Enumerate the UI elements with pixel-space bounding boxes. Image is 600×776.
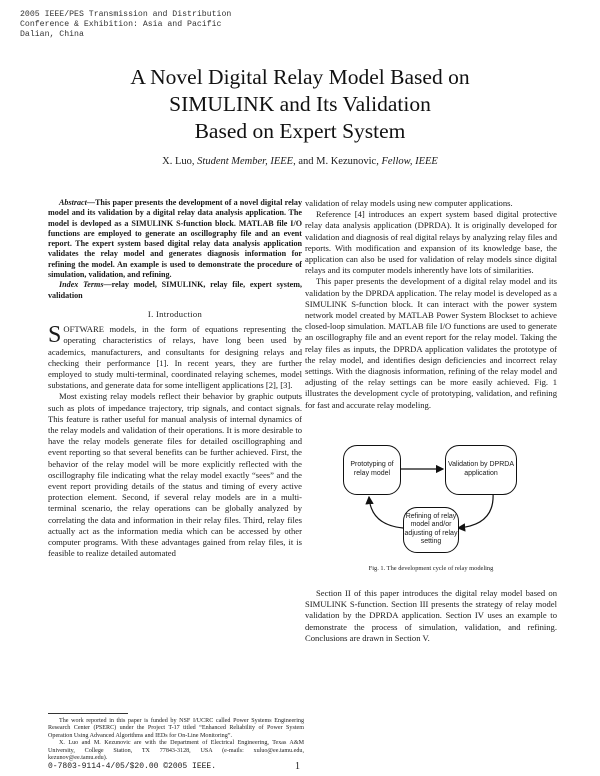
paragraph: Reference [4] introduces an expert system based digital protective relay data analysis application (DPRDA). It is originally developed for validation and diagnosis of real digital relays by analyzing relay files and reports. With modification and expansion of its knowledge base, the application can also be used for validation of relay models since digital relays and its computer models inherently have lots of similarities.	[305, 209, 557, 276]
figure-caption: Fig. 1. The development cycle of relay modeling	[368, 564, 494, 572]
paragraph: Most existing relay models reflect their behavior by graphic outputs such as plots of impedance trajectory, trip signals, and contact signals. This feature is rather useful for manual analysis of internal dynamics of the relay models and validation of their operations. It is more desirable to have the relay models generate files for detailed oscillographing and event reporting so that several benefits can be further achieved. First, the behavior of the relay model will be more explicitly reflected with the oscillography file indicating what the relay model exactly “sees” and the event report providing details of the status and timing of every active protection element. Second, if several relay models are in a multi-terminal scenario, the relay operations can be globally analyzed by correlating the data and information in their relay files. Third, relay files actually act as the information media which can be accessed by other computer programs. With these advantages gained from relay files, it is feasible to realize detailed automated	[48, 391, 302, 559]
footnote-text: X. Luo and M. Kezunovic are with the Department of Electrical Engineering, Texas A&M University, College Station, TX 77843-3128, USA (e-mails: xuluo@ee.tamu.edu, kezunov@ee.tamu.edu).	[48, 740, 304, 762]
right-column	[305, 198, 557, 644]
author-role: Fellow, IEEE	[381, 156, 438, 167]
drop-cap: S	[48, 322, 62, 349]
paragraph: validation of relay models using new computer applications.	[305, 198, 513, 208]
title-line: A Novel Digital Relay Model Based on	[130, 65, 470, 89]
footnote-divider	[48, 713, 128, 714]
abstract-label: Abstract	[59, 198, 87, 207]
title-line: SIMULINK and Its Validation	[169, 92, 431, 116]
footnote-text: The work reported in this paper is funded by NSF I/UCRC called Power Systems Engineering Research Center (PSERC) under the Project T-17 titled “Enhanced Reliability of Power System Operation Using Advanced Algorithms and IEDs for On-Line Monitoring”.	[48, 718, 304, 739]
title-line: Based on Expert System	[194, 119, 406, 143]
paper-title	[60, 64, 540, 145]
box-refining: Refining of relay model and/or adjusting of relay setting	[403, 507, 459, 553]
box-prototyping: Prototyping of relay model	[343, 445, 401, 495]
left-column	[48, 198, 302, 559]
author-connector: , and M. Kezunovic,	[293, 156, 379, 167]
box-validation: Validation by DPRDA application	[445, 445, 517, 495]
index-terms	[48, 280, 302, 301]
author-name: X. Luo,	[162, 156, 195, 167]
conference-line: 2005 IEEE/PES Transmission and Distribution	[20, 10, 232, 19]
conference-line: Conference & Exhibition: Asia and Pacific	[20, 20, 222, 29]
conference-line: Dalian, China	[20, 30, 84, 39]
index-terms-label: Index Terms	[59, 280, 104, 290]
paragraph	[48, 324, 302, 391]
figure-development-cycle	[305, 425, 557, 563]
arrow-validation-to-refining	[458, 493, 493, 528]
page-footer	[48, 762, 300, 771]
section-heading: I. Introduction	[147, 308, 203, 319]
author-role: Student Member, IEEE	[197, 156, 294, 167]
isbn-line: 0-7803-9114-4/05/$20.00 ©2005 IEEE.	[48, 762, 217, 771]
page-number: 1	[295, 761, 300, 772]
abstract	[48, 198, 302, 280]
conference-header	[20, 10, 231, 40]
paragraph: This paper presents the development of a digital relay model and its validation by the DPRDA application. The relay model is developed as a SIMULINK S-function block. It can interact with the power system network model created by MATLAB Power System Blockset to achieve closed-loop simulation. MATLAB file I/O functions are used to generate an oscillography file and an event report for the relay model. Taking the relay files as inputs, the DPRDA application validates the prototype of the relay model, and identifies design deficiencies and incorrect relay settings. With the diagnosis information, refining of the relay model and adjusting of the relay settings can be more easily achieved. Fig. 1 illustrates the development cycle of prototyping, validation, and refining for fast and accurate relay modeling.	[305, 276, 557, 410]
author-line	[60, 156, 540, 167]
index-terms-text: —relay model, SIMULINK, relay file, expert system, validation	[48, 280, 302, 300]
arrow-refining-to-prototype	[369, 497, 403, 528]
footnote	[48, 718, 304, 762]
paragraph: Section II of this paper introduces the digital relay model based on SIMULINK S-function. Section III presents the strategy of relay model validation by the DPRDA application. Section IV uses an example to demonstrate the process of simulation, validation, and refining. Conclusions are drawn in Section V.	[305, 588, 557, 643]
abstract-text: —This paper presents the development of a novel digital relay model and its validation by a digital relay data analysis application. The model is devloped as a SIMULINK S-function block. MATLAB file I/O functions are employed to generate an oscillography file and an event report. The expert system based digital relay data analysis application validates the relay model and generates diagnosis information for refining the model. An example is used to demonstrate the procedure of simulation, validation, and refining.	[48, 198, 302, 280]
paragraph-text: OFTWARE models, in the form of equations representing the operating characteristics of relays, have long been used by academics, manufacturers, and consultants for designing relays and checking their performance [1]. In recent years, they are further employed to study multi-terminal, coordinated relaying schemes, model substations, and generate data for some intelligent applications [2], [3].	[48, 324, 302, 391]
